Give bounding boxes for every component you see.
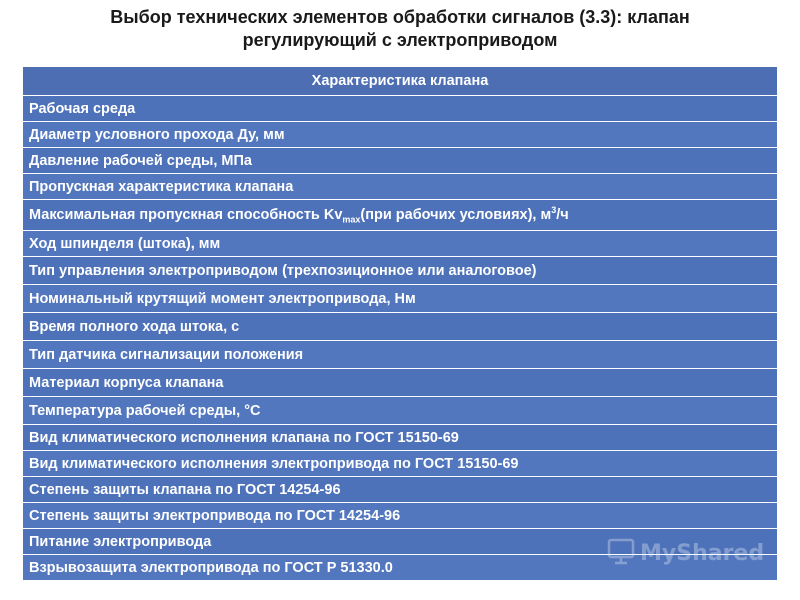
table-row: Температура рабочей среды, °С bbox=[23, 397, 778, 425]
kv-label: Максимальная пропускная способность Kv bbox=[29, 206, 343, 223]
table-row: Питание электропривода bbox=[23, 529, 778, 555]
table-row: Диаметр условного прохода Ду, мм bbox=[23, 122, 778, 148]
watermark-text: MyShared bbox=[640, 541, 765, 566]
table-row: Материал корпуса клапана bbox=[23, 369, 778, 397]
page-title bbox=[20, 6, 780, 52]
table-row: Степень защиты электропривода по ГОСТ 14254-96 bbox=[23, 503, 778, 529]
table-row: Пропускная характеристика клапана bbox=[23, 174, 778, 200]
table-row: Рабочая среда bbox=[23, 96, 778, 122]
table-row bbox=[23, 200, 778, 231]
table-row: Вид климатического исполнения клапана по ГОСТ 15150-69 bbox=[23, 425, 778, 451]
table-row: Тип управления электроприводом (трехпозиционное или аналоговое) bbox=[23, 257, 778, 285]
table-header: Характеристика клапана bbox=[23, 67, 778, 96]
table-row: Тип датчика сигнализации положения bbox=[23, 341, 778, 369]
presentation-icon bbox=[606, 536, 636, 571]
table-row: Ход шпинделя (штока), мм bbox=[23, 231, 778, 257]
watermark bbox=[606, 536, 764, 571]
valve-characteristics-table bbox=[22, 66, 778, 581]
kv-subscript: max bbox=[342, 214, 361, 225]
kv-tail: /ч bbox=[556, 206, 569, 223]
table-row: Степень защиты клапана по ГОСТ 14254-96 bbox=[23, 477, 778, 503]
table-row: Взрывозащита электропривода по ГОСТ Р 51330.0 bbox=[23, 555, 778, 581]
table-row: Время полного хода штока, с bbox=[23, 313, 778, 341]
kv-suffix: (при рабочих условиях), м bbox=[360, 206, 552, 223]
title-line-2: регулирующий с электроприводом bbox=[242, 30, 558, 50]
table-row: Номинальный крутящий момент электропривода, Нм bbox=[23, 285, 778, 313]
kv-superscript: 3 bbox=[551, 205, 557, 216]
title-line-1: Выбор технических элементов обработки сигналов (3.3): клапан bbox=[110, 7, 690, 27]
table-row: Давление рабочей среды, МПа bbox=[23, 148, 778, 174]
table-row: Вид климатического исполнения электропривода по ГОСТ 15150-69 bbox=[23, 451, 778, 477]
